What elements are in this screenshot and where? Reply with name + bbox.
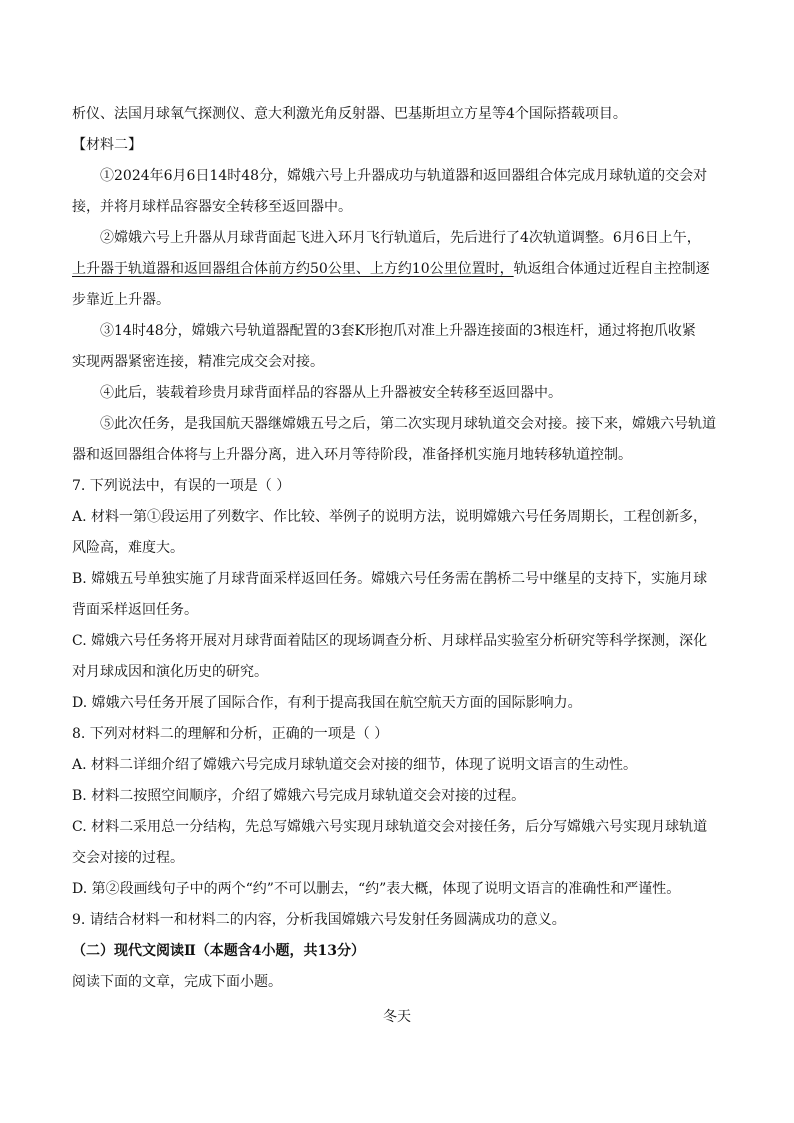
question-7-option-d: D. 嫦娥六号任务开展了国际合作，有利于提高我国在航空航天方面的国际影响力。 xyxy=(72,695,582,711)
paragraph-3-line: 实现两器紧密连接，精准完成交会对接。 xyxy=(72,354,324,370)
question-7-option-b: 背面采样返回任务。 xyxy=(72,602,198,618)
question-8-option-d: D. 第②段画线句子中的两个“约”不可以删去，“约”表大概，体现了说明文语言的准确性和严谨性。 xyxy=(72,881,681,897)
question-7-option-a: 风险高，难度大。 xyxy=(72,540,184,556)
question-8: 8. 下列对材料二的理解和分析，正确的一项是（ ） xyxy=(72,726,389,742)
paragraph-2-line: 步靠近上升器。 xyxy=(72,292,170,308)
question-9: 9. 请结合材料一和材料二的内容，分析我国嫦娥六号发射任务圆满成功的意义。 xyxy=(72,912,566,928)
section-heading-material-two: 【材料二】 xyxy=(72,137,142,153)
question-7-option-a: A. 材料一第①段运用了列数字、作比较、举例子的说明方法，说明嫦娥六号任务周期长，工程创新多， xyxy=(72,509,708,525)
question-7-option-c: C. 嫦娥六号任务将开展对月球背面着陆区的现场调查分析、月球样品实验室分析研究等科学探测，深化 xyxy=(72,633,708,649)
paragraph-2-underlined-line xyxy=(72,254,722,285)
section-heading-reading-two: （二）现代文阅读Ⅱ（本题含4小题，共13分） xyxy=(72,943,366,959)
question-7-option-b: B. 嫦娥五号单独实施了月球背面采样返回任务。嫦娥六号任务需在鹊桥二号中继星的支持下，实施月球 xyxy=(72,571,708,587)
instruction-line: 阅读下面的文章，完成下面小题。 xyxy=(72,974,282,990)
question-7-option-c: 对月球成因和演化历史的研究。 xyxy=(72,664,268,680)
paragraph-3-line: ③14时48分，嫦娥六号轨道器配置的3套K形抱爪对准上升器连接面的3根连杆，通过将抱爪收紧 xyxy=(100,323,696,339)
paragraph-4-line: ④此后，装载着珍贵月球背面样品的容器从上升器被安全转移至返回器中。 xyxy=(100,385,562,401)
question-8-option-a: A. 材料二详细介绍了嫦娥六号完成月球轨道交会对接的细节，体现了说明文语言的生动性。 xyxy=(72,757,638,773)
paragraph-1-line: 接，并将月球样品容器安全转移至返回器中。 xyxy=(72,199,352,215)
paragraph-5-line: 器和返回器组合体将与上升器分离，进入环月等待阶段，准备择机实施月地转移轨道控制。 xyxy=(72,447,632,463)
question-8-option-c: 交会对接的过程。 xyxy=(72,850,184,866)
underlined-sentence: 上升器于轨道器和返回器组合体前方约50公里、上方约10公里位置时， xyxy=(72,261,514,277)
paragraph-2-line: ②嫦娥六号上升器从月球背面起飞进入环月飞行轨道后，先后进行了4次轨道调整。6月6日上午， xyxy=(100,230,701,246)
article-title: 冬天 xyxy=(383,1009,411,1025)
document-page xyxy=(72,99,722,1033)
question-8-option-c: C. 材料二采用总一分结构，先总写嫦娥六号实现月球轨道交会对接任务，后分写嫦娥六号实现月球轨道 xyxy=(72,819,708,835)
paragraph-1-line: ①2024年6月6日14时48分，嫦娥六号上升器成功与轨道器和返回器组合体完成月球轨道的交会对 xyxy=(100,168,708,184)
question-8-option-b: B. 材料二按照空间顺序，介绍了嫦娥六号完成月球轨道交会对接的过程。 xyxy=(72,788,526,804)
question-7: 7. 下列说法中，有误的一项是（ ） xyxy=(72,478,291,494)
line-remainder: 轨返组合体通过近程自主控制逐 xyxy=(513,261,710,277)
paragraph-5-line: ⑤此次任务，是我国航天器继嫦娥五号之后，第二次实现月球轨道交会对接。接下来，嫦娥六号轨道 xyxy=(100,416,716,432)
text-line: 析仪、法国月球氧气探测仪、意大利激光角反射器、巴基斯坦立方星等4个国际搭载项目。 xyxy=(72,106,627,122)
